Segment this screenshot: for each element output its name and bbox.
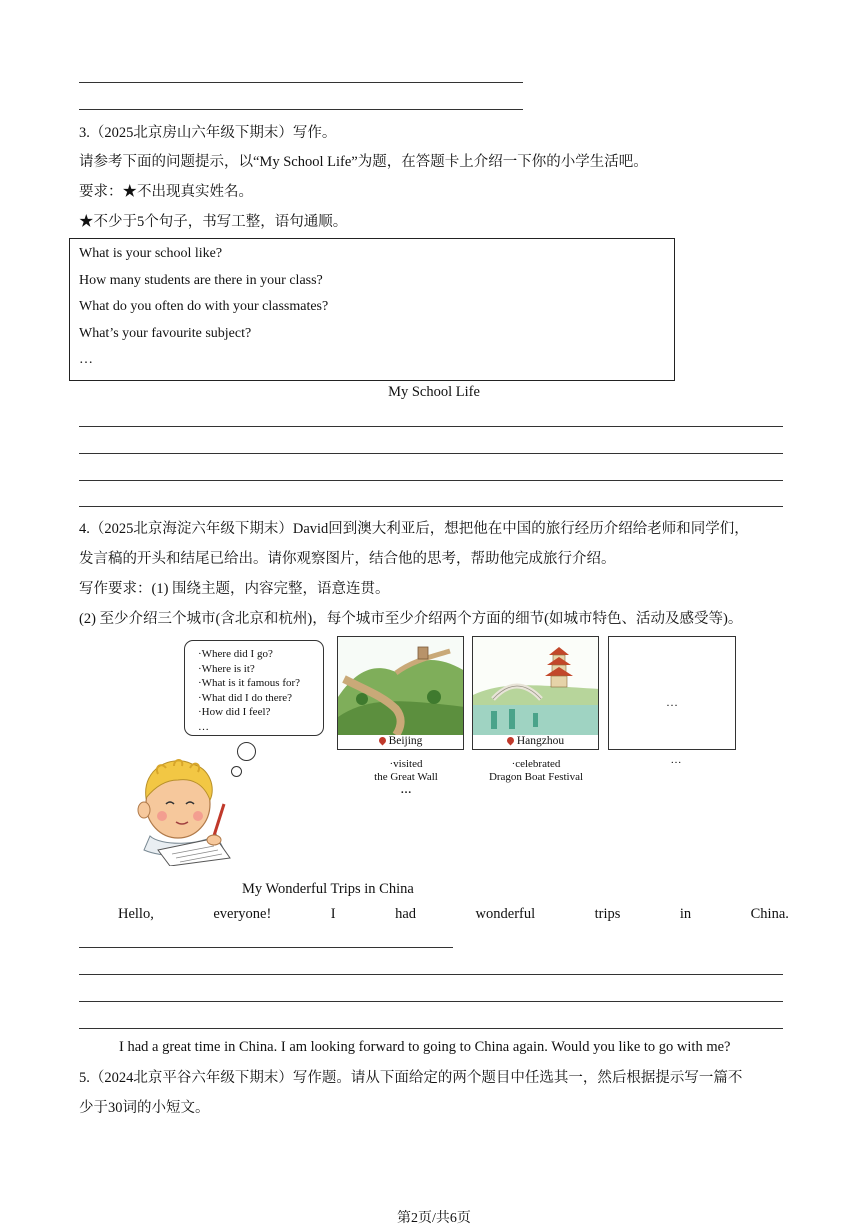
prompt-item: What do you often do with your classmates? — [79, 299, 329, 314]
hangzhou-notes — [466, 758, 606, 784]
answer-line — [79, 947, 453, 948]
bubble-item: ·What did I do there? — [198, 691, 293, 704]
beijing-notes — [336, 758, 476, 797]
prompt-item: What’s your favourite subject? — [79, 326, 252, 341]
beijing-picture — [337, 636, 464, 750]
opening-word: Hello, — [118, 906, 154, 922]
q3-header: 3.（2025北京房山六年级下期末）写作。 — [79, 125, 337, 141]
thought-bubble — [184, 640, 324, 736]
answer-line — [79, 109, 523, 110]
note-line: Dragon Boat Festival — [488, 771, 584, 783]
prompt-item: How many students are there in your class? — [79, 273, 323, 288]
city-name: Hangzhou — [516, 735, 565, 747]
blank-city-box — [608, 636, 736, 750]
bubble-item: ·Where is it? — [198, 662, 255, 675]
q3-prompt-box — [69, 238, 675, 381]
city-name: Beijing — [388, 735, 423, 747]
opening-word: had — [395, 906, 417, 922]
opening-word: in — [679, 906, 692, 922]
q5-line-2: 少于30词的小短文。 — [79, 1100, 210, 1116]
q4-requirement-1: 写作要求：(1) 围绕主题，内容完整，语意连贯。 — [79, 581, 390, 597]
opening-word: trips — [594, 906, 621, 922]
q4-line-1: 4.（2025北京海淀六年级下期末）David回到澳大利亚后，想把他在中国的旅行经历介绍给老师和同学们， — [79, 521, 749, 537]
answer-line — [79, 974, 783, 975]
hangzhou-picture — [472, 636, 599, 750]
opening-word: I — [330, 906, 336, 922]
q3-essay-title: My School Life — [388, 384, 480, 400]
opening-word: everyone! — [213, 906, 272, 922]
west-lake-image — [473, 637, 599, 735]
bubble-item: ·Where did I go? — [198, 648, 273, 660]
q5-line-1: 5.（2024北京平谷六年级下期末）写作题。请从下面给定的两个题目中任选其一，然后根据提示写一篇不 — [79, 1070, 743, 1086]
q4-requirement-2: (2) 至少介绍三个城市(含北京和杭州)，每个城市至少介绍两个方面的细节(如城市特色、活动及感受等)。 — [79, 611, 743, 627]
q3-requirement-2: ★不少于5个句子，书写工整，语句通顺。 — [79, 214, 348, 230]
answer-line — [79, 82, 523, 83]
answer-line — [79, 1001, 783, 1002]
note-line: … — [400, 784, 412, 796]
note-line: ·visited — [389, 758, 423, 770]
note-line: … — [670, 754, 682, 766]
bubble-item: … — [198, 720, 209, 733]
opening-word: wonderful — [475, 906, 536, 922]
prompt-item: … — [79, 352, 93, 367]
q4-essay-title: My Wonderful Trips in China — [242, 881, 414, 897]
note-line: the Great Wall — [374, 771, 438, 783]
q4-opening-line — [118, 906, 789, 923]
q3-requirement-1: 要求：★不出现真实姓名。 — [79, 184, 253, 200]
answer-line — [79, 453, 783, 454]
blank-notes — [606, 754, 746, 767]
answer-line — [79, 1028, 783, 1029]
great-wall-image — [338, 637, 464, 735]
q4-closing: I had a great time in China. I am looking forward to going to China again. Would you like to go with me? — [119, 1039, 731, 1055]
bubble-item: ·What is it famous for? — [198, 677, 301, 690]
answer-line — [79, 506, 783, 507]
note-line: ·celebrated — [511, 758, 561, 770]
answer-line — [79, 480, 783, 481]
bubble-item: ·How did I feel? — [198, 706, 271, 719]
q3-instruction: 请参考下面的问题提示，以“My School Life”为题，在答题卡上介绍一下你的小学生活吧。 — [79, 154, 648, 170]
boy-writing-illustration — [132, 754, 242, 866]
q4-line-2: 发言稿的开头和结尾已给出。请你观察图片，结合他的思考，帮助他完成旅行介绍。 — [79, 551, 616, 567]
location-pin-icon — [505, 736, 515, 746]
blank-box-ellipsis: … — [666, 695, 678, 709]
answer-line — [79, 426, 783, 427]
location-pin-icon — [377, 736, 387, 746]
page-number: 第2页/共6页 — [397, 1211, 471, 1226]
prompt-item: What is your school like? — [79, 246, 223, 261]
opening-word: China. — [750, 906, 789, 922]
